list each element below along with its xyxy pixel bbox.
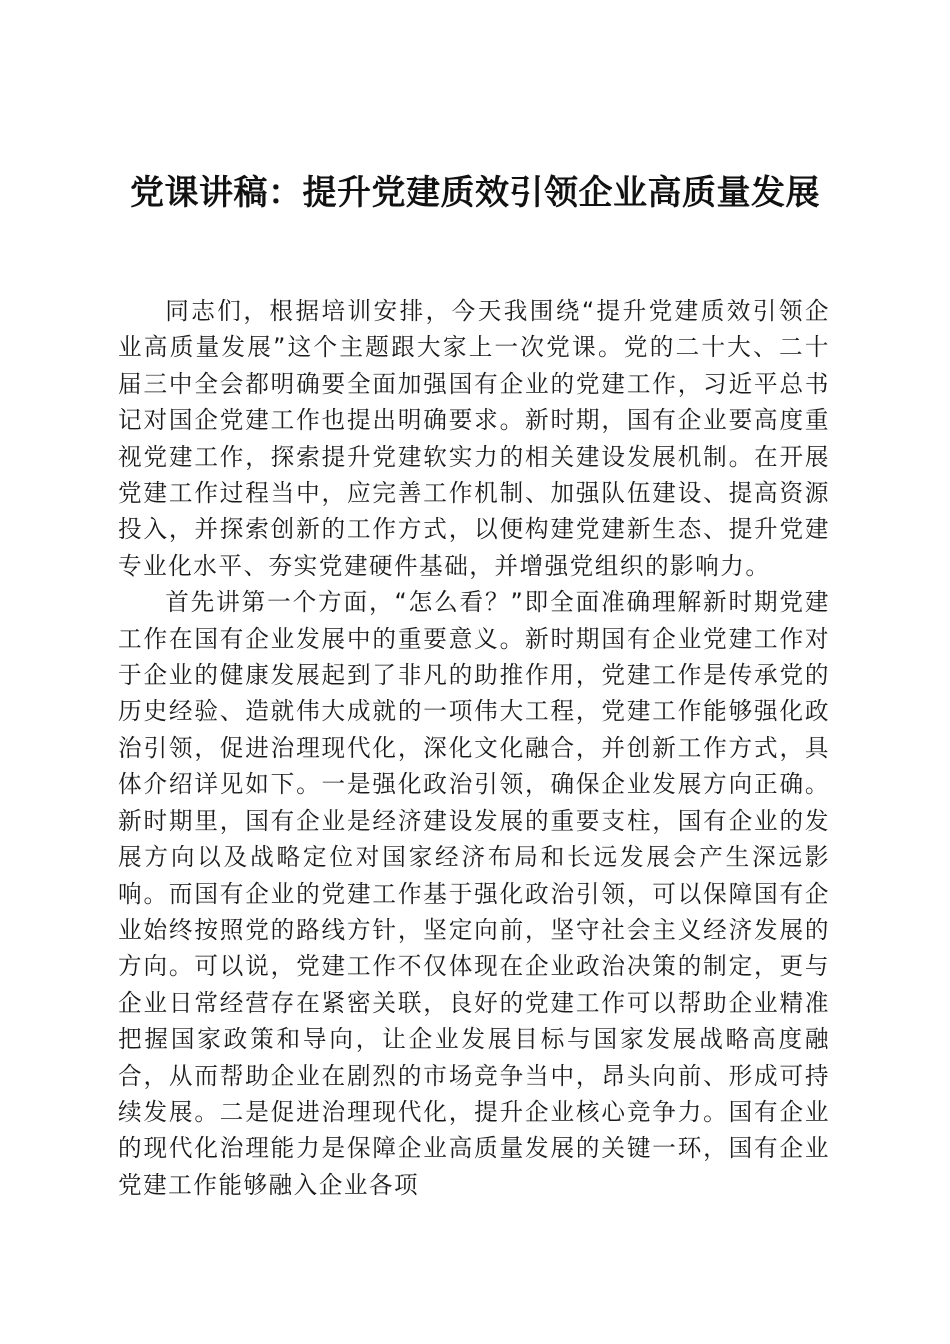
paragraph-section-one: 首先讲第一个方面，“怎么看？”即全面准确理解新时期党建工作在国有企业发展中的重要意义。新时期国有企业党建工作对于企业的健康发展起到了非凡的助推作用，党建工作是传承党的历史经验、造就伟大成就的一项伟大工程，党建工作能够强化政治引领，促进治理现代化，深化文化融合，并创新工作方式，具体介绍详见如下。一是强化政治引领，确保企业发展方向正确。新时期里，国有企业是经济建设发展的重要支柱，国有企业的发展方向以及战略定位对国家经济布局和长远发展会产生深远影响。而国有企业的党建工作基于强化政治引领，可以保障国有企业始终按照党的路线方针，坚定向前，坚守社会主义经济发展的方向。可以说，党建工作不仅体现在企业政治决策的制定，更与企业日常经营存在紧密关联，良好的党建工作可以帮助企业精准把握国家政策和导向，让企业发展目标与国家发展战略高度融合，从而帮助企业在剧烈的市场竞争当中，昂头向前、形成可持续发展。二是促进治理现代化，提升企业核心竞争力。国有企业的现代化治理能力是保障企业高质量发展的关键一环，国有企业党建工作能够融入企业各项 — [118, 588, 830, 1199]
document-body — [118, 293, 830, 1203]
paragraph-intro: 同志们，根据培训安排，今天我围绕“提升党建质效引领企业高质量发展”这个主题跟大家上一次党课。党的二十大、二十届三中全会都明确要全面加强国有企业的党建工作，习近平总书记对国企党建工作也提出明确要求。新时期，国有企业要高度重视党建工作，探索提升党建软实力的相关建设发展机制。在开展党建工作过程当中，应完善工作机制、加强队伍建设、提高资源投入，并探索创新的工作方式，以便构建党建新生态、提升党建专业化水平、夯实党建硬件基础，并增强党组织的影响力。 — [118, 297, 830, 580]
document-title: 党课讲稿：提升党建质效引领企业高质量发展 — [130, 173, 820, 213]
